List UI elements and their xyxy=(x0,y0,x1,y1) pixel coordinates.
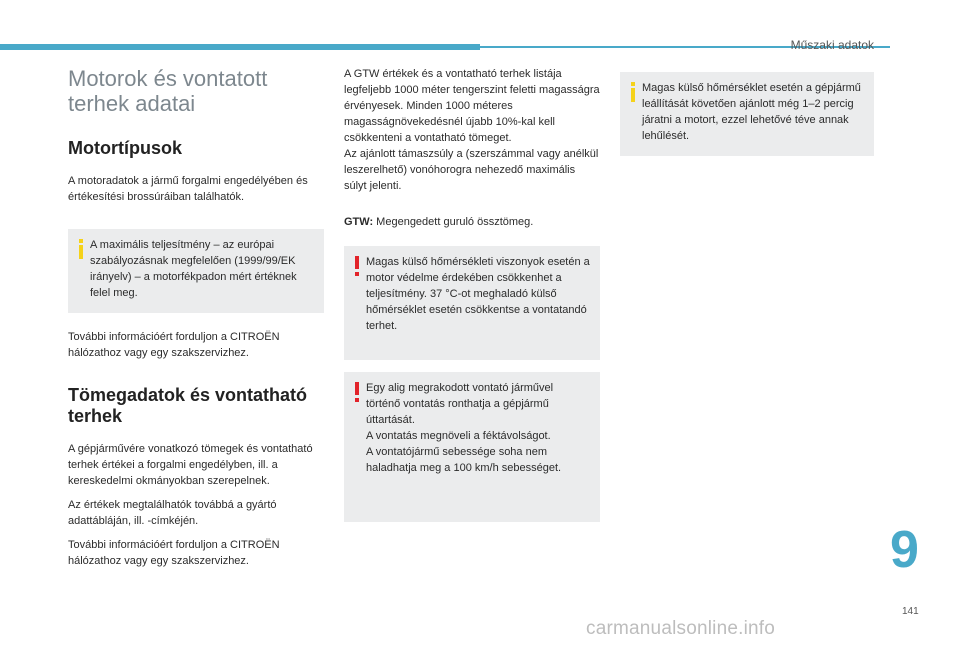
gtw-label: GTW: xyxy=(344,216,374,228)
warning-icon xyxy=(352,256,362,276)
section-label: Műszaki adatok xyxy=(790,38,874,52)
engines-heading: Motortípusok xyxy=(68,138,182,158)
column-left xyxy=(68,66,324,569)
weights-heading: Tömegadatok és vontatható terhek xyxy=(68,385,308,426)
page-number: 141 xyxy=(902,606,919,617)
warning-towing-line-1: Egy alig megrakodott vontató járművel történő vontatás ronthatja a gépjármű úttartását. xyxy=(366,382,554,426)
info-icon xyxy=(628,82,638,102)
more-info-text-1: További információért forduljon a CITROËN hálózathoz vagy egy szakszervizhez. xyxy=(68,331,280,359)
page-title: Motorok és vontatott terhek adatai xyxy=(68,66,268,116)
support-weight-paragraph: Az ajánlott támaszsúly a (szerszámmal vagy anélkül leszerelhető) vonóhorogra nehezedő maximális súlyt jelenti. xyxy=(344,148,599,192)
gtw-paragraph: A GTW értékek és a vontatható terhek listája legfeljebb 1000 méter tengerszint feletti magasságra érvényesek. Minden 1000 méteres magasságnövekedésnél újabb 10%-kal kell csökkenteni a vontatható tömeget. xyxy=(344,68,600,144)
chapter-number: 9 xyxy=(890,521,919,579)
info-icon xyxy=(76,239,86,259)
column-right xyxy=(620,72,874,156)
more-info-text-2: További információért forduljon a CITROËN hálózathoz vagy egy szakszervizhez. xyxy=(68,539,280,567)
warning-note-towing xyxy=(344,372,600,522)
warning-towing-line-3: A vontatójármű sebessége soha nem haladhatja meg a 100 km/h sebességet. xyxy=(366,446,562,474)
warning-icon xyxy=(352,382,362,402)
plate-text: Az értékek megtalálhatók továbbá a gyártó adattábláján, ill. -címkéjén. xyxy=(68,499,277,527)
info-note-cooling-text: Magas külső hőmérséklet esetén a gépjármű leállítását követően ajánlott még 1–2 percig járatni a motort, ezzel lehetővé téve annak lehűlését. xyxy=(642,82,861,142)
watermark: carmanualsonline.info xyxy=(586,618,776,639)
warning-towing-line-2: A vontatás megnöveli a féktávolságot. xyxy=(366,430,551,442)
engines-text: A motoradatok a jármű forgalmi engedélyében és értékesítési brossúráiban találhatók. xyxy=(68,175,308,203)
gtw-def-text: Megengedett guruló össztömeg. xyxy=(373,216,534,228)
warning-note-temperature-text: Magas külső hőmérsékleti viszonyok esetén a motor védelme érdekében csökkenhet a teljesítmény. 37 °C-ot meghaladó külső hőmérséklet esetén csökkentse a vontatandó terhet. xyxy=(366,256,590,332)
weights-text: A gépjárművére vonatkozó tömegek és vontatható terhek értékei a forgalmi engedélyben, ill. a kereskedelmi okmányokban szerepelnek. xyxy=(68,443,313,487)
gtw-definition xyxy=(344,214,600,230)
info-note-power xyxy=(68,229,324,313)
warning-note-temperature xyxy=(344,246,600,360)
column-middle xyxy=(344,66,600,522)
info-note-cooling xyxy=(620,72,874,156)
info-note-power-text: A maximális teljesítmény – az európai szabályozásnak megfelelően (1999/99/EK irányelv) – a motorfékpadon mért értéknek felel meg. xyxy=(90,239,297,299)
header-accent-bar xyxy=(0,44,480,50)
